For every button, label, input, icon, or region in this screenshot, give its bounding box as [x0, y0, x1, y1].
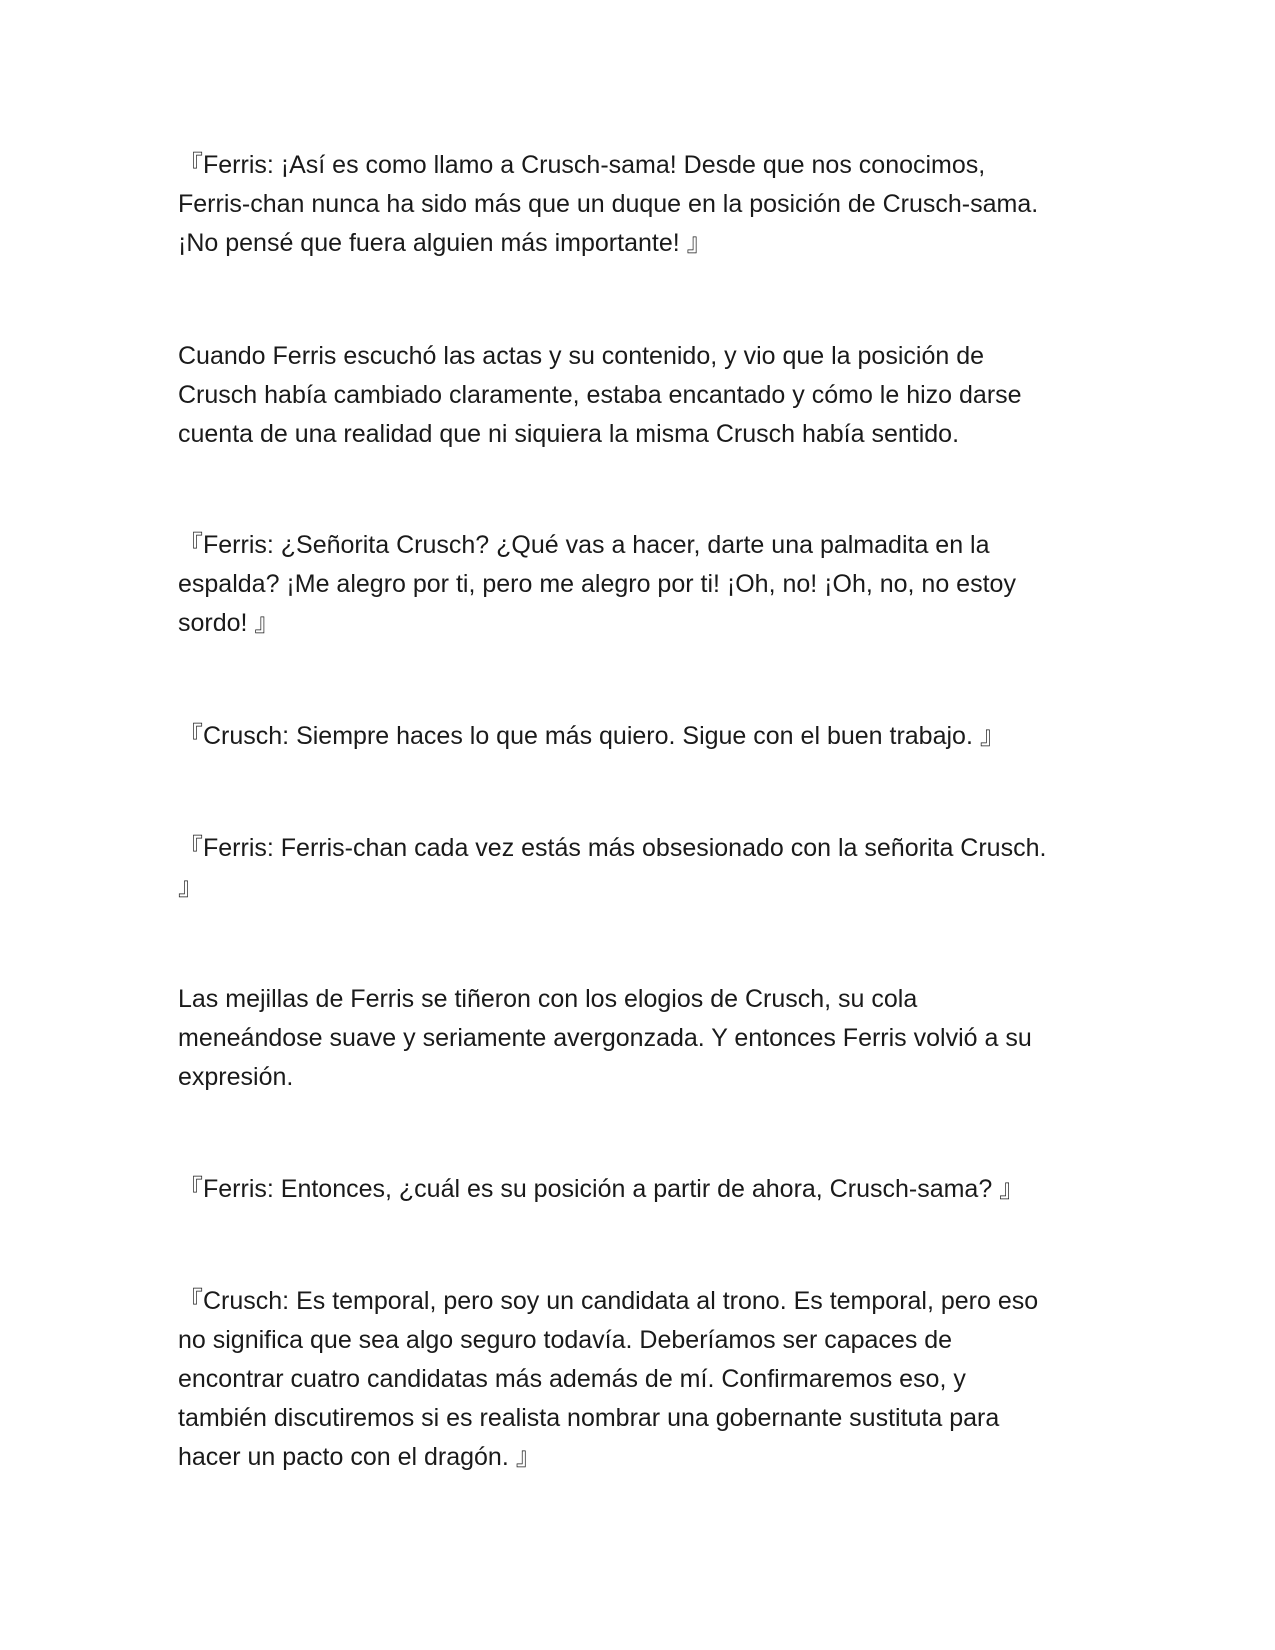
paragraph-narration-2: [178, 980, 1108, 1097]
text-line: 『Ferris: ¿Señorita Crusch? ¿Qué vas a hacer, darte una palmadita en la: [178, 531, 990, 559]
text-line: Las mejillas de Ferris se tiñeron con los elogios de Crusch, su cola: [178, 985, 918, 1013]
text-line: Cuando Ferris escuchó las actas y su contenido, y vio que la posición de: [178, 342, 985, 370]
text-line: no significa que sea algo seguro todavía. Deberíamos ser capaces de: [178, 1326, 953, 1354]
paragraph-narration-1: [178, 337, 1108, 454]
text-line: 』: [178, 873, 204, 901]
text-line: Ferris-chan nunca ha sido más que un duque en la posición de Crusch-sama.: [178, 190, 1039, 218]
text-line: 『Crusch: Siempre haces lo que más quiero. Sigue con el buen trabajo. 』: [178, 722, 1005, 750]
paragraph-ferris-dialogue-1: [178, 146, 1108, 263]
text-line: Crusch había cambiado claramente, estaba encantado y cómo le hizo darse: [178, 381, 1022, 409]
text-line: ¡No pensé que fuera alguien más importante! 』: [178, 229, 712, 257]
paragraph-crusch-dialogue-1: [178, 717, 1108, 756]
paragraph-ferris-dialogue-2: [178, 526, 1108, 643]
text-line: encontrar cuatro candidatas más además de mí. Confirmaremos eso, y: [178, 1365, 966, 1393]
text-line: 『Ferris: Ferris-chan cada vez estás más obsesionado con la señorita Crusch.: [178, 834, 1047, 862]
paragraph-crusch-dialogue-2: [178, 1282, 1108, 1477]
paragraph-ferris-dialogue-3: [178, 829, 1108, 907]
text-line: también discutiremos si es realista nombrar una gobernante sustituta para: [178, 1404, 1000, 1432]
text-line: hacer un pacto con el dragón. 』: [178, 1443, 541, 1471]
text-line: espalda? ¡Me alegro por ti, pero me alegro por ti! ¡Oh, no! ¡Oh, no, no estoy: [178, 570, 1016, 598]
text-line: cuenta de una realidad que ni siquiera la misma Crusch había sentido.: [178, 420, 960, 448]
text-line: expresión.: [178, 1063, 294, 1091]
paragraph-ferris-dialogue-4: [178, 1170, 1108, 1209]
text-line: 『Ferris: Entonces, ¿cuál es su posición a partir de ahora, Crusch-sama? 』: [178, 1175, 1025, 1203]
text-line: 『Crusch: Es temporal, pero soy un candidata al trono. Es temporal, pero eso: [178, 1287, 1039, 1315]
text-line: meneándose suave y seriamente avergonzada. Y entonces Ferris volvió a su: [178, 1024, 1032, 1052]
text-line: 『Ferris: ¡Así es como llamo a Crusch-sama! Desde que nos conocimos,: [178, 151, 986, 179]
text-line: sordo! 』: [178, 609, 280, 637]
